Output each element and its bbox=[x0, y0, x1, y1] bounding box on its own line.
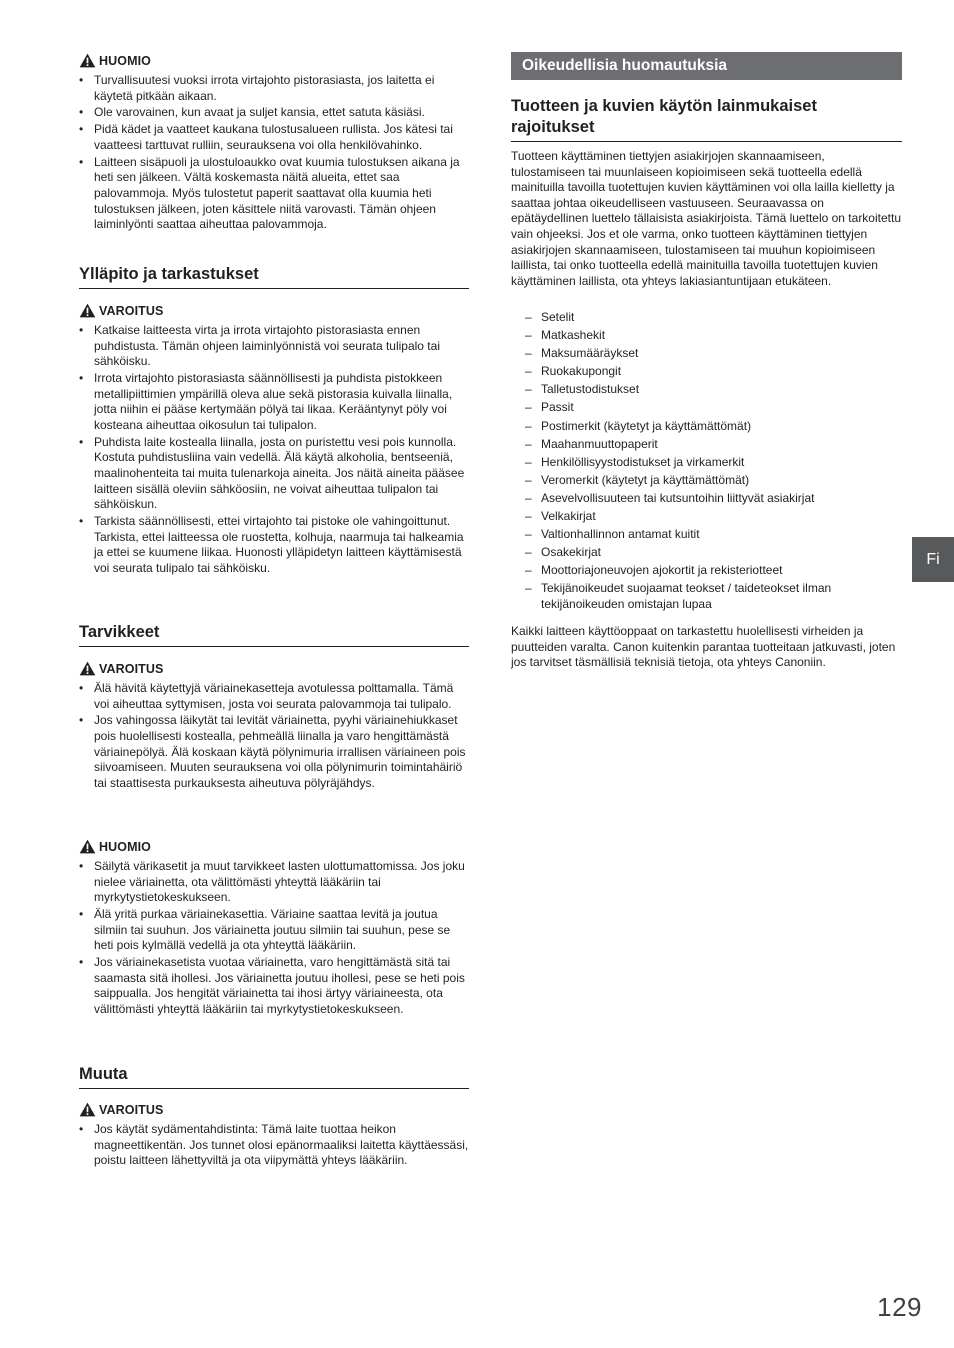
warning-label: VAROITUS bbox=[99, 661, 164, 676]
warning-heading bbox=[79, 1102, 163, 1117]
list-item: • Jos väriainekasetista vuotaa väriainetta, varo hengittämästä sitä tai saamasta sitä ihollesi. Jos väriainetta joutuu ihollesi, pese se heti pois saippualla. Jos hengität väriainetta tai ihosi ärtyy väriaineesta, ota välittömästi yhteyttä lääkäriin tai myrkytystietokeskukseen. bbox=[79, 955, 469, 1017]
list-item: – Osakekirjat bbox=[511, 545, 902, 560]
list-item: • Säilytä värikasetit ja muut tarvikkeet lasten ulottumattomissa. Jos joku nielee väriainetta, ota välittömästi yhteyttä lääkäriin tai myrkytystietokeskukseen. bbox=[79, 859, 469, 906]
list-item: – Maahanmuuttopaperit bbox=[511, 437, 902, 452]
list-item: • Jos vahingossa läikytät tai levität väriainetta, pyyhi väriainehiukkaset pois huolellisesti kostealla, pehmeällä liinalla ja varo hengittämästä väriainepölyä. Älä koskaan käytä pölynimuria irrallisen väriaineen pois siivoamiseen. Muuten seurauksena voi olla pölynimurin toimintahäiriö tai staattisesta purkauksesta aiheutuva pölyräjähdys. bbox=[79, 713, 469, 791]
warning-triangle-icon bbox=[79, 53, 96, 68]
warning-list bbox=[79, 681, 469, 793]
warning-list bbox=[79, 323, 469, 578]
section-title-muuta: Muuta bbox=[79, 1064, 469, 1089]
list-item: • Katkaise laitteesta virta ja irrota virtajohto pistorasiasta ennen puhdistusta. Tämän ohjeen laiminlyönnistä voi seurata tulipalo tai sähköisku. bbox=[79, 323, 469, 370]
caution-label: HUOMIO bbox=[99, 53, 151, 68]
list-item: – Talletustodistukset bbox=[511, 382, 902, 397]
language-tab: Fi bbox=[912, 537, 954, 582]
list-item: – Asevelvollisuuteen tai kutsuntoihin liittyvät asiakirjat bbox=[511, 491, 902, 506]
warning-triangle-icon bbox=[79, 661, 96, 676]
list-item: • Laitteen sisäpuoli ja ulostuloaukko ovat kuumia tulostuksen aikana ja heti sen jälkeen. Vältä koskemasta näitä alueita, ettet saa palovammoja. Myös tulostetut paperit saattavat olla kuumia heti tulostuksen jälkeen, joten käsittele niitä varovasti. Tämän ohjeen laiminlyönti saattaa aiheuttaa palovammoja. bbox=[79, 155, 469, 233]
list-item: – Moottoriajoneuvojen ajokortit ja rekisteriotteet bbox=[511, 563, 902, 578]
list-item: – Maksumääräykset bbox=[511, 346, 902, 361]
list-item: • Älä yritä purkaa väriainekasettia. Väriaine saattaa levitä ja joutua silmiin tai suuhun. Jos väriainetta joutuu silmiin tai suuhun, pese se heti pois kylmällä vedellä ja ota yhteyttä lääkäriin. bbox=[79, 907, 469, 954]
list-item: • Älä hävitä käytettyjä väriainekasetteja avotulessa polttamalla. Tämä voi aiheuttaa syttymisen, josta voi seurata palovammoja tai tulipalo. bbox=[79, 681, 469, 712]
list-item: – Postimerkit (käytetyt ja käyttämättömät) bbox=[511, 419, 902, 434]
caution-label: HUOMIO bbox=[99, 839, 151, 854]
list-item: – Velkakirjat bbox=[511, 509, 902, 524]
list-item: – Ruokakupongit bbox=[511, 364, 902, 379]
outro-paragraph: Kaikki laitteen käyttöoppaat on tarkastettu huolellisesti virheiden ja puutteiden varalta. Canon kuitenkin parantaa tuotteitaan jatkuvasti, joten jos tarvitset täsmällisiä teknisiä tietoja, ota yhteys Canoniin. bbox=[511, 624, 896, 670]
subsection-title: Tuotteen ja kuvien käytön lainmukaiset rajoitukset bbox=[511, 96, 902, 142]
page-number: 129 bbox=[877, 1292, 922, 1322]
list-item: – Veromerkit (käytetyt ja käyttämättömät) bbox=[511, 473, 902, 488]
warning-label: VAROITUS bbox=[99, 303, 164, 318]
caution-list bbox=[79, 859, 469, 1019]
warning-heading bbox=[79, 661, 163, 676]
section-banner: Oikeudellisia huomautuksia bbox=[511, 52, 902, 80]
intro-paragraph: Tuotteen käyttäminen tiettyjen asiakirjojen skannaamiseen, tulostamiseen tai muunlaiseen kopioimiseen sekä tuotteella edellä mainituilla tavoilla tuotettujen kuvien käyttäminen voi olla lailla kielletty ja saattaa johtaa oikeudelliseen vastuuseen. Seuraavassa on epätäydellinen luettelo tällaisista asiakirjoista. Tämä luettelo on tarkoitettu vain ohjeeksi. Jos et ole varma, onko tuotteen käyttäminen tiettyjen asiakirjojen skannaamiseen, tulostamiseen tai muuhun kopioimiseen laillista, tai onko tuotteella edellä mainituilla tavoilla tuotettujen kuvien käyttäminen laillista, ota yhteys lakiasiantuntijaan etukäteen. bbox=[511, 149, 901, 288]
list-item: • Ole varovainen, kun avaat ja suljet kansia, ettet satuta käsiäsi. bbox=[79, 105, 469, 121]
list-item: • Jos käytät sydämentahdistinta: Tämä laite tuottaa heikon magneettikentän. Jos tunnet olosi epänormaaliksi laitetta käyttäessäsi, poistu laitteen lähettyviltä ja ota viipymättä yhteys lääkäriin. bbox=[79, 1122, 469, 1169]
caution-heading bbox=[79, 839, 151, 854]
restricted-documents-list bbox=[511, 310, 902, 615]
list-item: • Puhdista laite kostealla liinalla, josta on puristettu vesi pois kunnolla. Kostuta puhdistusliina vain vedellä. Älä käytä alkoholia, bentseeniä, maalinohenteita tai muita tulenarkoja aineita. Jos näitä aineita pääsee laitteen sisällä oleviin sähköosiin, ne voivat aiheuttaa tulipalon tai sähköiskun. bbox=[79, 435, 469, 513]
list-item: – Passit bbox=[511, 400, 902, 415]
list-item: • Irrota virtajohto pistorasiasta säännöllisesti ja puhdista pistokkeen metallipiittimien ympärillä oleva alue sekä pistorasia kuivalla liinalla, jotta niihin ei pääse kertymään pölyä tai likaa. Kerääntynyt pöly voi kosteana aiheuttaa oikosulun tai tulipalon. bbox=[79, 371, 469, 433]
warning-heading bbox=[79, 303, 163, 318]
list-item: – Matkashekit bbox=[511, 328, 902, 343]
warning-list bbox=[79, 1122, 469, 1170]
section-title-yllapito: Ylläpito ja tarkastukset bbox=[79, 264, 469, 289]
list-item: • Turvallisuutesi vuoksi irrota virtajohto pistorasiasta, jos laitetta ei käytetä pitkään aikaan. bbox=[79, 73, 469, 104]
list-item: – Valtionhallinnon antamat kuitit bbox=[511, 527, 902, 542]
warning-triangle-icon bbox=[79, 1102, 96, 1117]
caution-list bbox=[79, 73, 469, 234]
list-item: – Setelit bbox=[511, 310, 902, 325]
warning-triangle-icon bbox=[79, 839, 96, 854]
warning-triangle-icon bbox=[79, 303, 96, 318]
list-item: • Pidä kädet ja vaatteet kaukana tulostusalueen rullista. Jos kätesi tai vaatteesi tarttuvat rulliin, seurauksena voi olla henkilövahinko. bbox=[79, 122, 469, 153]
caution-heading bbox=[79, 53, 151, 68]
warning-label: VAROITUS bbox=[99, 1102, 164, 1117]
list-item: • Tarkista säännöllisesti, ettei virtajohto tai pistoke ole vahingoittunut. Tarkista, ettei laitteessa ole ruostetta, kolhuja, naarmuja tai halkeamia ja ettei se kuumene liikaa. Huonosti ylläpidetyn laitteen käyttämisestä voi seurata tulipalo tai sähköisku. bbox=[79, 514, 469, 576]
list-item: – Henkilöllisyystodistukset ja virkamerkit bbox=[511, 455, 902, 470]
section-title-tarvikkeet: Tarvikkeet bbox=[79, 622, 469, 647]
list-item: – Tekijänoikeudet suojaamat teokset / taideteokset ilman tekijänoikeuden omistajan lupaa bbox=[511, 581, 902, 612]
